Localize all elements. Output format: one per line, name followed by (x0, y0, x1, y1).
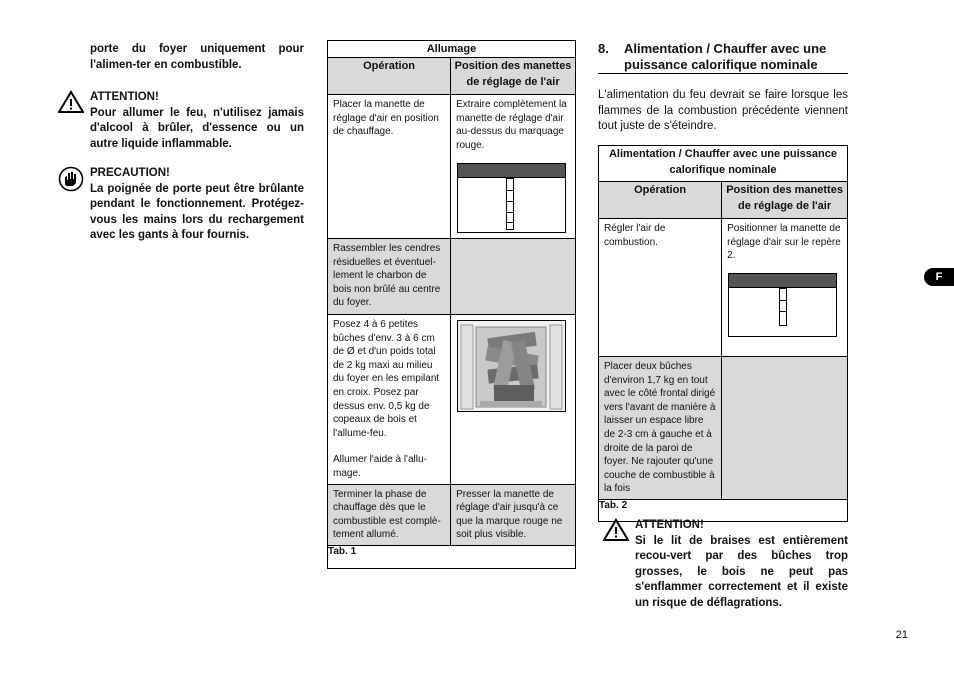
glove-icon (58, 166, 84, 192)
table-row (328, 239, 576, 315)
stacked-logs-image (457, 320, 566, 412)
table-1-col-operation: Opération (328, 58, 451, 95)
table-1-allumage (327, 40, 576, 569)
air-control-bar-2 (729, 274, 836, 288)
attention-2-text: Si le lit de braises est entièrement recou-vert par des bûches trop grosses, le bois ne peut pas s'enflammer correctement et il existe un risque de déflagrations. (635, 534, 848, 609)
table-2-col-position: Position des manettes de réglage de l'air (722, 182, 848, 219)
table-1-row1-pos: Extraire complètement la manette de réglage d'air au-dessus du marquage rouge. (456, 99, 567, 151)
table-1-title: Allumage (328, 41, 576, 58)
section-title: Alimentation / Chauffer avec une puissance calorifique nominale (624, 41, 827, 72)
table-1-row3-op2: Allumer l'aide à l'allu-mage. (333, 454, 427, 479)
table-2-row2-op: Placer deux bûches d'environ 1,7 kg en tout avec le côté frontal dirigé vers l'avant de manière à laisser un espace libre de 2-3 cm à gauche et à droite de la paroi de foyer. Ne rajouter qu'une couche de combustible à la fois (604, 361, 716, 495)
table-1-caption: Tab. 1 (328, 545, 576, 568)
air-control-slider-icon (779, 288, 787, 326)
table-1-col-position: Position des manettes de réglage de l'air (451, 58, 576, 95)
table-2-caption: Tab. 2 (599, 499, 848, 521)
table-1-row2-op: Rassembler les cendres résiduelles et éventuel-lement le charbon de bois non brûlé au centre du foyer. (333, 243, 441, 309)
table-2-col-operation: Opération (599, 182, 722, 219)
table-2-row1-op: Régler l'air de combustion. (604, 223, 666, 248)
air-control-bar (458, 164, 565, 178)
attention-block-2 (603, 518, 848, 609)
table-1-row1-op: Placer la manette de réglage d'air en position de chauffage. (333, 99, 439, 138)
table-2-alimentation (598, 145, 848, 522)
table-row (599, 357, 848, 500)
attention-text: Pour allumer le feu, n'utilisez jamais d'alcool à brûler, d'essence ou un autre liquide inflammable. (90, 106, 304, 150)
table-1-row3-op: Posez 4 à 6 petites bûches d'env. 3 à 6 cm de Ø et d'un poids total de 2 kg maxi au milieu du foyer en les empilant en croix. Posez par dessus env. 0,5 kg de copeaux de bois et l'allume-feu. (333, 319, 440, 439)
table-row (328, 315, 576, 485)
precaution-title: PRECAUTION! (90, 167, 170, 179)
air-control-diagram (457, 163, 566, 233)
language-tab: F (924, 268, 954, 286)
table-row (328, 484, 576, 545)
attention-2-title: ATTENTION! (635, 519, 704, 531)
precaution-text: La poignée de porte peut être brûlante pendant le fonctionnement. Protégez-vous les mains lors du rechargement avec les gants à four fournis. (90, 182, 304, 242)
air-control-diagram-2 (728, 273, 837, 337)
page-number: 21 (895, 629, 908, 641)
intro-paragraph: porte du foyer uniquement pour l'alimen-ter en combustible. (90, 43, 304, 71)
section-paragraph: L'alimentation du feu devrait se faire lorsque les flammes de la combustion précédente viennent tout juste de s'éteindre. (598, 89, 848, 133)
section-number: 8. (598, 41, 609, 56)
warning-triangle-icon (58, 90, 84, 114)
attention-title: ATTENTION! (90, 91, 159, 103)
heading-underline (598, 73, 848, 74)
table-row (599, 219, 848, 357)
table-1-row4-op: Terminer la phase de chauffage dès que le combustible est complè-tement allumé. (333, 488, 441, 541)
table-2-row1-pos: Positionner la manette de réglage d'air sur le repère 2. (727, 223, 841, 262)
table-row (328, 95, 576, 239)
table-1-row4-pos: Presser la manette de réglage d'air jusqu'à ce que la marque rouge ne soit plus visible. (456, 488, 563, 541)
table-2-title: Alimentation / Chauffer avec une puissance calorifique nominale (599, 146, 848, 182)
precaution-block (58, 166, 304, 246)
attention-block (58, 90, 304, 150)
warning-triangle-icon (603, 518, 629, 542)
